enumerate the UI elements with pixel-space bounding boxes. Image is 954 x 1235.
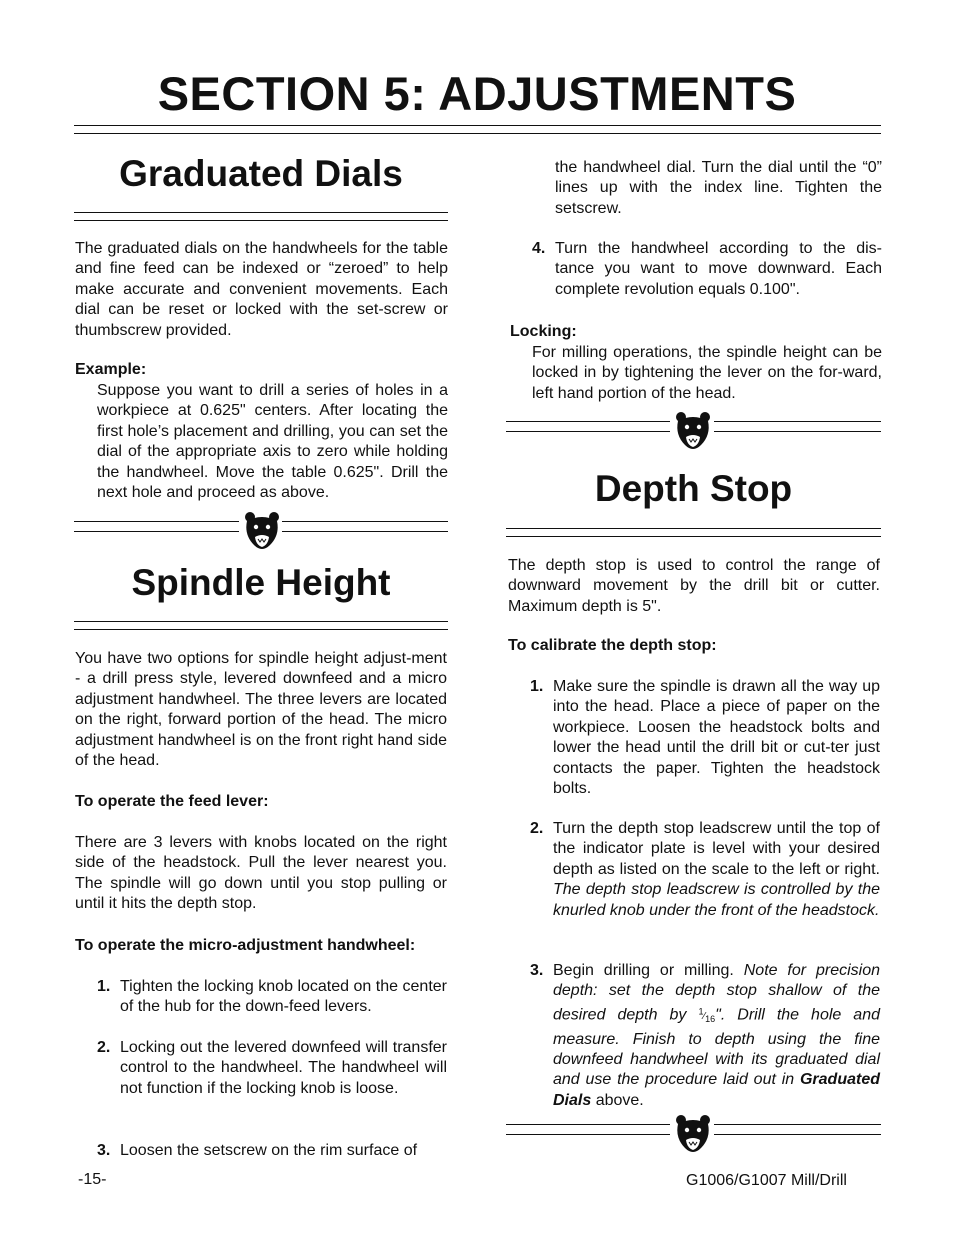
section-title: SECTION 5: ADJUSTMENTS (157, 67, 797, 120)
section-divider (74, 512, 448, 544)
step-number: 2. (530, 820, 544, 837)
fraction: $^1⁄_{16}$ (698, 1006, 716, 1025)
example-text: Suppose you want to drill a series of holes in a workpiece at 0.625" centers. After locating the first hole’s placement and drilling, you can set the dial of the appropriate axis to zero while holding the handwheel. Move the table 0.625". Drill the next hole and proceed as above. (97, 382, 448, 502)
depth-stop-heading: Depth Stop (594, 468, 793, 509)
bear-head-logo-icon (675, 1114, 711, 1156)
spindle-height-intro: You have two options for spindle height adjust-ment - a drill press style, levered downfeed and a micro adjustment handwheel. The three levers are located on the right, forward portion of the head. The micro adjustment handwheel is on the front right hand side of the head. (75, 650, 447, 770)
rule (74, 220, 448, 221)
footer-model: G1006/G1007 Mill/Drill (686, 1172, 847, 1189)
locking-text: For milling operations, the spindle height can be locked in by tightening the lever on the for-ward, left hand portion of the head. (532, 344, 882, 402)
feed-lever-heading: To operate the feed lever: (75, 793, 269, 810)
step-number: 4. (532, 240, 546, 257)
step-number: 3. (530, 962, 544, 979)
feed-lever-text: There are 3 levers with knobs located on the right side of the headstock. Pull the lever nearest you. The spindle will go down until you stop pulling or until it hits the depth stop. (75, 834, 447, 913)
step-note: The depth stop leadscrew is controlled by the knurled knob under the front of the headstock. (553, 881, 880, 919)
step-text: Tighten the locking knob located on the center of the hub for the down-feed levers. (120, 978, 447, 1016)
step-number: 1. (530, 678, 544, 695)
step-text-main: Begin drilling or milling. (553, 962, 734, 979)
fraction-numerator: 1 (698, 1006, 704, 1017)
title-rule-top (74, 125, 881, 126)
spindle-height-heading: Spindle Height (131, 562, 391, 603)
bear-head-logo-icon (675, 411, 711, 453)
step-text: Turn the handwheel according to the dis-tance you want to move downward. Each complete revolution equals 0.100". (555, 240, 882, 298)
bear-head-logo-icon (244, 511, 280, 553)
step-tail: above. (595, 1091, 644, 1109)
step-number: 2. (97, 1039, 111, 1056)
continued-step-text: the handwheel dial. Turn the dial until the “0” lines up with the index line. Tighten the setscrew. (555, 159, 882, 217)
example-label: Example: (75, 361, 147, 378)
depth-stop-intro: The depth stop is used to control the range of downward movement by the drill bit or cutter. Maximum depth is 5". (508, 557, 880, 615)
section-divider (506, 412, 881, 444)
step-number: 1. (97, 978, 111, 995)
rule (506, 528, 881, 529)
step-text (553, 961, 880, 1111)
locking-label: Locking: (510, 323, 577, 340)
section-divider (506, 1115, 881, 1147)
graduated-dials-heading: Graduated Dials (119, 153, 403, 194)
rule (506, 536, 881, 537)
page-number: -15- (78, 1171, 107, 1188)
step-text: Make sure the spindle is drawn all the way up into the head. Place a piece of paper on the workpiece. Loosen the headstock bolts and lower the head until the drill bit or cut-ter just contacts the paper. Tighten the headstock bolts. (553, 678, 880, 798)
step-note: Note for precision depth: set the depth stop shallow of the desired depth by (553, 962, 881, 1024)
step-text: Locking out the levered downfeed will transfer control to the handwheel. The handwheel will not function if the locking knob is loose. (120, 1039, 447, 1097)
graduated-dials-intro: The graduated dials on the handwheels for the table and fine feed can be indexed or “zeroed” to help make accurate and convenient movements. Each dial can be reset or locked with the set-screw or thumbscrew provided. (75, 240, 448, 339)
step-note: ". Drill the hole and measure. Finish to depth using the fine downfeed handwheel with its graduated dial and use the procedure laid out in (553, 1006, 881, 1089)
step-number: 3. (97, 1142, 111, 1159)
rule (74, 629, 448, 630)
calibrate-heading: To calibrate the depth stop: (508, 637, 717, 654)
fraction-denominator: 16 (705, 1014, 716, 1025)
rule (74, 212, 448, 213)
step-text: Loosen the setscrew on the rim surface of (120, 1142, 418, 1159)
cross-reference: Graduated Dials (553, 1071, 880, 1109)
micro-adjustment-heading: To operate the micro-adjustment handwheel: (75, 937, 416, 954)
rule (74, 621, 448, 622)
step-text (553, 819, 880, 921)
step-text-main: Turn the depth stop leadscrew until the top of the indicator plate is level with your desired depth as listed on the scale to the left or right. (553, 820, 880, 878)
title-rule-bottom (74, 133, 881, 134)
